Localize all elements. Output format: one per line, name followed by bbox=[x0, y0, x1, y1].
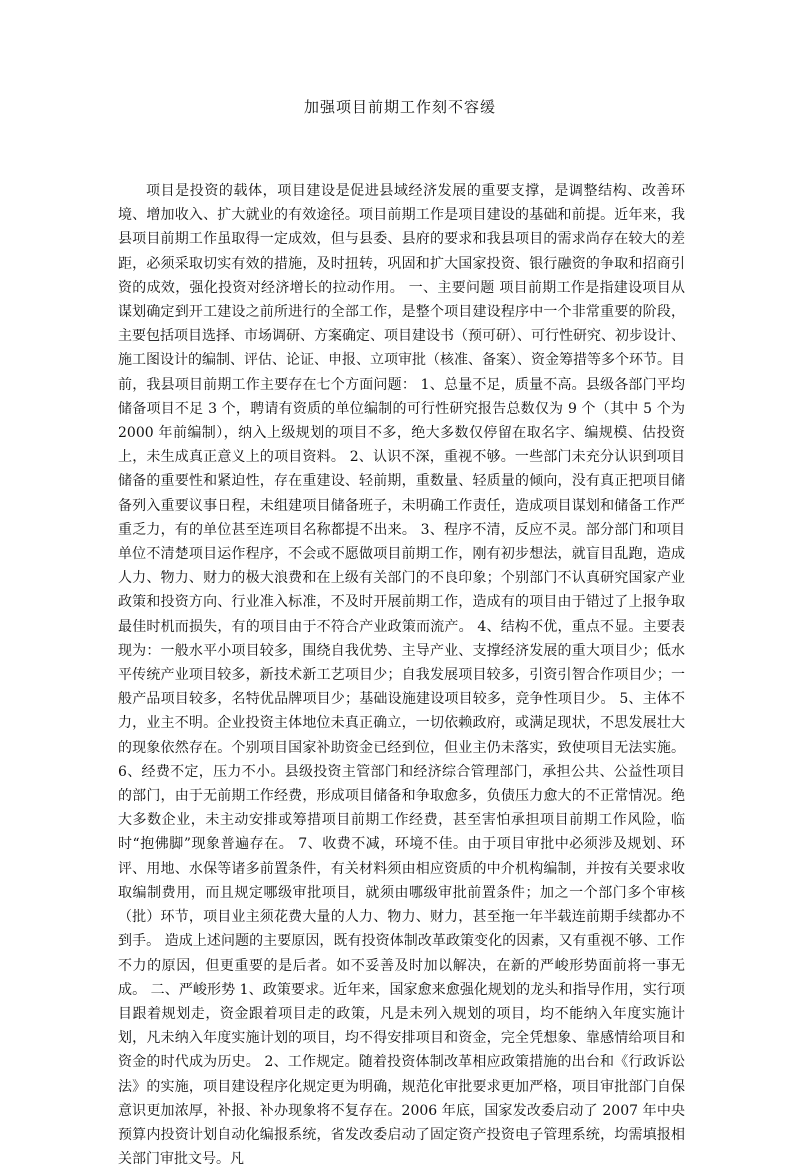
document-title: 加强项目前期工作刻不容缓 bbox=[303, 98, 496, 116]
document-body: 项目是投资的载体，项目建设是促进县域经济发展的重要支撑，是调整结构、改善环境、增加收入、扩大就业的有效途径。项目前期工作是项目建设的基础和前提。近年来，我县项目前期工作虽取得一定成效，但与县委、县府的要求和我县项目的需求尚存在较大的差距，必须采取切实有效的措施，及时扭转，巩固和扩大国家投资、银行融资的争取和招商引资的成效，强化投资对经济增长的拉动作用。 一、主要问题 项目前期工作是指建设项目从谋划确定到开工建设之前所进行的全部工作，是整个项目建设程序中一个非常重要的阶段，主要包括项目选择、市场调研、方案确定、项目建设书（预可研）、可行性研究、初步设计、施工图设计的编制、评估、论证、申报、立项审批（核准、备案）、资金筹措等多个环节。目前，我县项目前期工作主要存在七个方面问题： 1、总量不足，质量不高。县级各部门平均储备项目不足 3 个，聘请有资质的单位编制的可行性研究报告总数仅为 9 个（其中 5 个为 2000 年前编制），纳入上级规划的项目不多，绝大多数仅停留在取名字、编规模、估投资上，未生成真正意义上的项目资料。 2、认识不深，重视不够。一些部门未充分认识到项目储备的重要性和紧迫性，存在重建设、轻前期，重数量、轻质量的倾向，没有真正把项目储备列入重要议事日程，未组建项目储备班子，未明确工作责任，造成项目谋划和储备工作严重乏力，有的单位甚至连项目名称都提不出来。 3、程序不清，反应不灵。部分部门和项目单位不清楚项目运作程序，不会或不愿做项目前期工作，刚有初步想法，就盲目乱跑，造成人力、物力、财力的极大浪费和在上级有关部门的不良印象；个别部门不认真研究国家产业政策和投资方向、行业准入标准，不及时开展前期工作，造成有的项目由于错过了上报争取最佳时机而损失，有的项目由于不符合产业政策而流产。 4、结构不优，重点不显。主要表现为：一般水平小项目较多，围绕自我优势、主导产业、支撑经济发展的重大项目少；低水平传统产业项目较多，新技术新工艺项目少；自我发展项目较多，引资引智合作项目少；一般产品项目较多，名特优品牌项目少；基础设施建设项目较多，竞争性项目少。 5、主体不力，业主不明。企业投资主体地位未真正确立，一切依赖政府，或满足现状，不思发展壮大的现象依然存在。个别项目国家补助资金已经到位，但业主仍未落实，致使项目无法实施。 6、经费不定，压力不小。县级投资主管部门和经济综合管理部门，承担公共、公益性项目的部门，由于无前期工作经费，形成项目储备和争取愈多，负债压力愈大的不正常情况。绝大多数企业，未主动安排或筹措项目前期工作经费，甚至害怕承担项目前期工作风险，临时“抱佛脚”现象普遍存在。 7、收费不减，环境不佳。由于项目审批中必须涉及规划、环评、用地、水保等诸多前置条件，有关材料须由相应资质的中介机构编制，并按有关要求收取编制费用，而且规定哪级审批项目，就须由哪级审批前置条件；加之一个部门多个审核（批）环节，项目业主须花费大量的人力、物力、财力，甚至拖一年半载连前期手续都办不到手。 造成上述问题的主要原因，既有投资体制改革政策变化的因素，又有重视不够、工作不力的原因，但更重要的是后者。如不妥善及时加以解决，在新的严峻形势面前将一事无成。 二、严峻形势 1、政策要求。近年来，国家愈来愈强化规划的龙头和指导作用，实行项目跟着规划走，资金跟着项目走的政策，凡是未列入规划的项目，均不能纳入年度实施计划，凡未纳入年度实施计划的项目，均不得安排项目和资金，完全凭想象、靠感情给项目和资金的时代成为历史。 2、工作规定。随着投资体制改革相应政策措施的出台和《行政诉讼法》的实施，项目建设程序化规定更为明确，规范化审批要求更加严格，项目审批部门自保意识更加浓厚，补报、补办现象将不复存在。2006 年底，国家发改委启动了 2007 年中央预算内投资计划自动化编报系统，省发改委启动了固定资产投资电子管理系统，均需填报相关部门审批文号。凡 bbox=[118, 183, 685, 1168]
